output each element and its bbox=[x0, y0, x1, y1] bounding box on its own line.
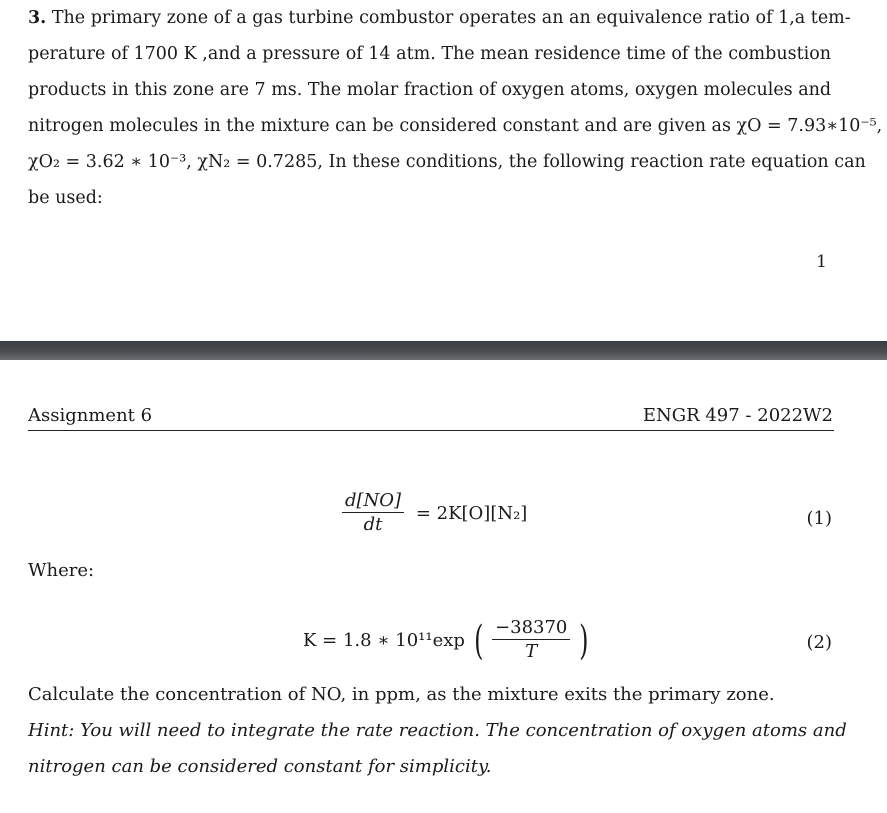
problem-line-6: be used: bbox=[28, 188, 103, 208]
header-course-assignment: Assignment 6 bbox=[28, 405, 153, 426]
hint-paragraph bbox=[28, 713, 847, 785]
hint-line-1: Hint: You will need to integrate the rate reaction. The concentration of oxygen atoms and bbox=[28, 720, 847, 741]
right-paren: ) bbox=[579, 617, 589, 664]
equation-1-rhs: = 2K[O][N₂] bbox=[415, 503, 528, 524]
header-course-code: ENGR 497 - 2022W2 bbox=[642, 405, 833, 426]
hint-line-2: nitrogen can be considered constant for simplicity. bbox=[28, 756, 492, 777]
problem-line-4: nitrogen molecules in the mixture can be considered constant and are given as χO = 7.93∗10⁻⁵, bbox=[28, 116, 883, 136]
equation-1-numerator: d[NO] bbox=[342, 490, 404, 513]
page-number: 1 bbox=[816, 252, 827, 272]
equation-2-label: (2) bbox=[806, 632, 832, 653]
page-1 bbox=[0, 0, 887, 341]
page-separator bbox=[0, 341, 887, 360]
where-label: Where: bbox=[28, 560, 95, 581]
equation-2-denominator: T bbox=[525, 641, 538, 662]
problem-line-3: products in this zone are 7 ms. The molar fraction of oxygen atoms, oxygen molecules and bbox=[28, 80, 832, 100]
equation-2-lhs: K = 1.8 ∗ 10¹¹exp bbox=[303, 630, 465, 651]
left-paren: ( bbox=[473, 617, 484, 664]
problem-line-5: χO₂ = 3.62 ∗ 10⁻³, χN₂ = 0.7285, In these conditions, the following reaction rate equation can bbox=[28, 152, 866, 172]
problem-number: 3. bbox=[28, 8, 47, 28]
calculate-instruction: Calculate the concentration of NO, in ppm, as the mixture exits the primary zone. bbox=[28, 684, 775, 705]
equation-2 bbox=[303, 617, 592, 664]
header-rule bbox=[28, 430, 834, 431]
equation-1-label: (1) bbox=[806, 508, 832, 529]
problem-line-2: perature of 1700 K ,and a pressure of 14 atm. The mean residence time of the combustion bbox=[28, 44, 832, 64]
equation-2-fraction bbox=[492, 617, 570, 664]
problem-paragraph bbox=[28, 0, 883, 216]
equation-1-denominator: dt bbox=[363, 514, 383, 535]
equation-2-numerator: −38370 bbox=[492, 617, 570, 640]
equation-1 bbox=[342, 490, 527, 537]
problem-line-1: 3. The primary zone of a gas turbine combustor operates an an equivalence ratio of 1,a tem- bbox=[28, 8, 851, 28]
equation-1-fraction bbox=[342, 490, 404, 537]
